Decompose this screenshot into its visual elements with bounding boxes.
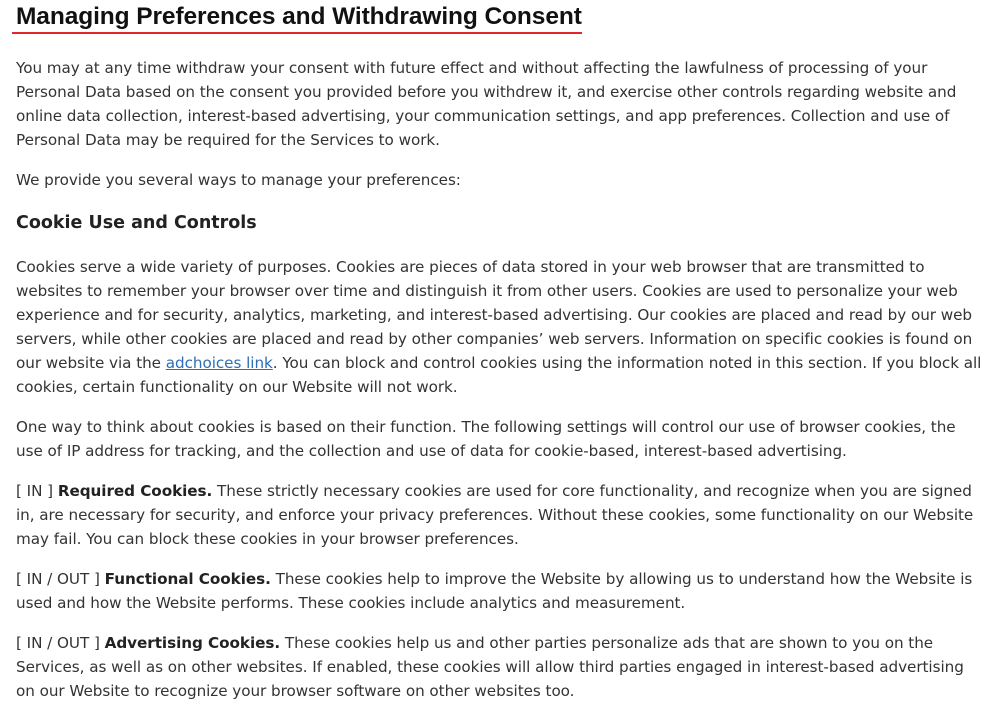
cookie-paragraph-1-text-after: . You can block and control cookies using the information noted in this section. If you block all cookies, certain functionality on our Website will not work. xyxy=(16,354,982,396)
cookie-category-functional xyxy=(16,567,984,615)
required-cookies-name: Required Cookies. xyxy=(57,482,213,500)
required-cookies-description: These strictly necessary cookies are used for core functionality, and recognize when you are signed in, are necessary for security, and enforce your privacy preferences. Without these cookies, some functionality on our Website may fail. You can block these cookies in your browser preferences. xyxy=(16,482,974,548)
advertising-cookies-description: These cookies help us and other parties personalize ads that are shown to you on the Services, as well as on other websites. If enabled, these cookies will allow third parties engaged in interest-based advertising on our Website to recognize your browser software on other websites too. xyxy=(16,634,964,700)
functional-cookies-description: These cookies help to improve the Website by allowing us to understand how the Website is used and how the Website performs. These cookies include analytics and measurement. xyxy=(16,570,973,612)
ways-paragraph: We provide you several ways to manage your preferences: xyxy=(16,171,461,189)
adchoices-link[interactable]: adchoices link xyxy=(165,354,273,372)
functional-cookies-toggle[interactable]: [ IN / OUT ] xyxy=(16,570,100,588)
cookie-category-required xyxy=(16,479,984,551)
functional-cookies-name: Functional Cookies. xyxy=(104,570,271,588)
cookie-category-advertising xyxy=(16,631,984,703)
advertising-cookies-name: Advertising Cookies. xyxy=(104,634,281,652)
section-title-wrap xyxy=(16,0,582,34)
cookie-paragraph-1-text-before: Cookies serve a wide variety of purposes. Cookies are pieces of data stored in your web browser that are transmitted to websites to remember your browser over time and distinguish it from other users. Cookies are used to personalize your web experience and for security, analytics, marketing, and interest-based advertising. Our cookies are placed and read by our web servers, while other cookies are placed and read by other companies’ web servers. Information on specific cookies is found on our website via the xyxy=(16,258,973,372)
cookie-paragraph-1 xyxy=(16,255,984,399)
title-underline xyxy=(12,32,582,34)
cookie-paragraph-2: One way to think about cookies is based on their function. The following settings will control our use of browser cookies, the use of IP address for tracking, and the collection and use of data for cookie-based, interest-based advertising. xyxy=(16,418,956,460)
required-cookies-toggle[interactable]: [ IN ] xyxy=(16,482,54,500)
intro-paragraph: You may at any time withdraw your consent with future effect and without affecting the lawfulness of processing of your Personal Data based on the consent you provided before you withdrew it, and exercise other controls regarding website and online data collection, interest-based advertising, your communication settings, and app preferences. Collection and use of Personal Data may be required for the Services to work. xyxy=(16,59,957,149)
cookie-section-heading: Cookie Use and Controls xyxy=(16,213,257,233)
section-title: Managing Preferences and Withdrawing Consent xyxy=(16,3,582,30)
advertising-cookies-toggle[interactable]: [ IN / OUT ] xyxy=(16,634,100,652)
